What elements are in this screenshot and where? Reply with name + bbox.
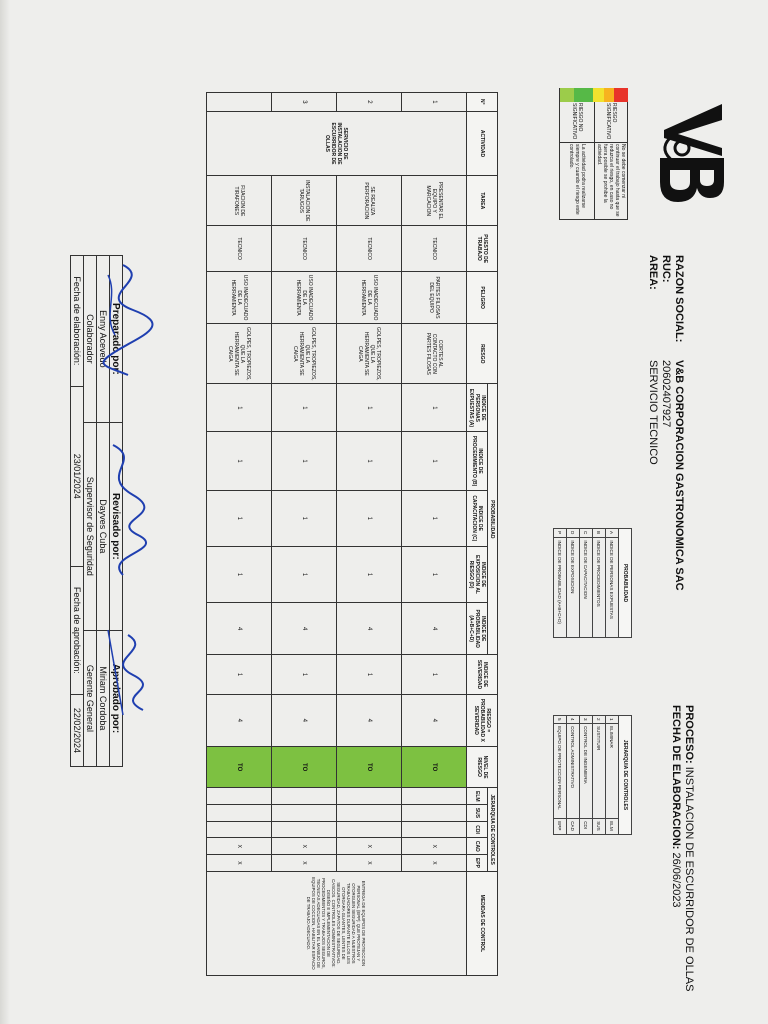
col-cad: CAD — [467, 838, 488, 855]
hier-abbr: CDI — [580, 819, 593, 835]
puesto-cell: TECNICO — [402, 226, 467, 272]
hier-label: EQUIPO DE PROTECCION PERSONAL — [554, 724, 567, 819]
col-nivel: NIVEL DE RIESGO — [467, 746, 498, 788]
elm-cell — [402, 788, 467, 805]
hierarchy-row — [593, 716, 606, 835]
razon-label: RAZON SOCIAL: — [673, 255, 685, 343]
rps-cell: 4 — [272, 694, 337, 746]
hier-label: CONTROL ADMINISTRATIVO — [567, 724, 580, 819]
sus-cell — [272, 805, 337, 822]
controls-hierarchy-table — [553, 715, 632, 835]
id-cell: 1 — [402, 546, 467, 602]
is-cell: 1 — [337, 655, 402, 695]
hier-label: ELIMINAR — [606, 724, 619, 819]
probability-table — [553, 528, 632, 638]
col-probabilidad: PROBABILIDAD — [488, 384, 498, 655]
puesto-cell: TECNICO — [207, 226, 272, 272]
hier-label: SUSTITUIR — [593, 724, 606, 819]
col-actividad: ACTIVIDAD — [467, 111, 498, 176]
rps-cell: 4 — [207, 694, 272, 746]
prob-key: D — [567, 529, 580, 538]
fecha-elab-label: Fecha de elaboración: — [71, 256, 84, 387]
ip-cell: 4 — [402, 603, 467, 655]
ruc-value: 20602407927 — [660, 360, 672, 428]
hier-abbr: CAD — [567, 819, 580, 835]
ip-cell: 4 — [337, 603, 402, 655]
revisado-role: Supervisor de Seguridad — [84, 422, 97, 630]
row-number: 1 — [402, 93, 467, 112]
ip-cell: 4 — [272, 603, 337, 655]
hierarchy-row — [606, 716, 619, 835]
legend-label: RIESGO SIGNIFICATIVO — [595, 102, 628, 143]
col-id: INDICE DE EXPOSICION AL RIESGO (D) — [467, 546, 488, 602]
cdi-cell — [207, 821, 272, 838]
ia-cell: 1 — [207, 384, 272, 432]
riesgo-cell: GOLPES, TROPIEZOS, QUE LA HERRAMIENTA SE CAIGA — [207, 324, 272, 384]
peligro-cell: USO INADECUADO DE LA HERRAMIENTA — [272, 272, 337, 324]
col-riesgo-calc: RIESGO = PROBABILIDAD X SEVERIDAD — [467, 694, 498, 746]
hier-label: CONTROL DE INGENIERIA — [580, 724, 593, 819]
is-cell: 1 — [272, 655, 337, 695]
nivel-cell: TO — [207, 746, 272, 788]
legend-label: RIESGO NO SIGNIFICATIVO — [560, 102, 595, 143]
risk-matrix-table — [206, 92, 498, 976]
hierarchy-row — [567, 716, 580, 835]
table-row — [207, 93, 272, 976]
nivel-cell: TO — [272, 746, 337, 788]
hierarchy-title: JERARQUIA DE CONTROLES — [619, 716, 632, 835]
aprobado-label: Aprobado por: — [110, 630, 123, 766]
riesgo-cell: GOLPES, TROPIEZOS, QUE LA HERRAMIENTA SE CAIGA — [337, 324, 402, 384]
hier-num: 1 — [606, 716, 619, 724]
is-cell: 1 — [207, 655, 272, 695]
col-epp: EPP — [467, 855, 488, 872]
preparado-role: Colaborador — [84, 256, 97, 423]
sus-cell — [402, 805, 467, 822]
fecha-aprob-label: Fecha de aprobación: — [71, 566, 84, 694]
actividad-cell: SERVICIO DE INSTALACION DE ESCURRIDOR DE OLLAS — [207, 111, 467, 176]
proceso-value: INSTALACION DE ESCURRIDOR DE OLLAS — [683, 766, 695, 992]
ic-cell: 1 — [402, 490, 467, 546]
puesto-cell: TECNICO — [272, 226, 337, 272]
probability-row — [593, 529, 606, 638]
col-jerarquia: JERARQUIA DE CONTROLES — [488, 788, 498, 871]
hierarchy-row — [580, 716, 593, 835]
rps-cell: 4 — [402, 694, 467, 746]
ia-cell: 1 — [402, 384, 467, 432]
ic-cell: 1 — [207, 490, 272, 546]
medidas-cell: ENTREGA DE EQUIPOS DE PROTECCION PERSONAL (EPP): QUE PROTEJAN Y OTORGUEN SEGURIDAD A NUESTROS TRABAJADORES DURANTE ELLOS LES OTORGARA GUANTES, LENTES DE SEGURIDAD, ZAPATOS DE SEGURIDAD. CASCOS. CONTROLES ADMINISTRATIVOS: DISEÑO E IMPLEMENTACION DE PROCEDIMIENTOS Y TRABAJOS SEGUROS, TECNICAS ADECUADAS EN EL MANEJO DE EQUIPOS DE COCCION, HABILITAR ESPACIO DE TRABAJO ADECUADO. — [207, 871, 467, 975]
col-sus: SUS — [467, 805, 488, 822]
tarea-cell: PRESENTAR EL EQUIPO Y MARCACION — [402, 176, 467, 226]
cad-cell: X — [402, 838, 467, 855]
legend-color-strip — [560, 88, 628, 102]
id-cell: 1 — [337, 546, 402, 602]
prob-label: INDICE DE CAPACITACION — [580, 538, 593, 638]
tarea-cell: SE REALIZA PERFORACION — [337, 176, 402, 226]
epp-cell: X — [272, 855, 337, 872]
probability-row — [580, 529, 593, 638]
ic-cell: 1 — [272, 490, 337, 546]
ia-cell: 1 — [272, 384, 337, 432]
area-label: AREA: — [647, 255, 659, 290]
fecha-aprob-value: 22/02/2024 — [71, 694, 84, 766]
row-number: 3 — [272, 93, 337, 112]
col-ic: INDICE DE CAPACITACION (C) — [467, 490, 488, 546]
riesgo-cell: GOLPES, TROPIEZOS, QUE LA HERRAMIENTA SE CAIGA — [272, 324, 337, 384]
revisado-label: Revisado por: — [110, 422, 123, 630]
epp-cell: X — [207, 855, 272, 872]
razon-value: V&B CORPORACION GASTRONOMICA SAC — [673, 360, 685, 591]
col-peligro: PELIGRO — [467, 272, 498, 324]
riesgo-cell: CORTES AL CONTACTO CON PARTES FILOSAS — [402, 324, 467, 384]
probability-row — [606, 529, 619, 638]
prob-key: C — [580, 529, 593, 538]
col-elm: ELM — [467, 788, 488, 805]
peligro-cell: PARTES FILOSAS DEL EQUIPO — [402, 272, 467, 324]
id-cell: 1 — [207, 546, 272, 602]
puesto-cell: TECNICO — [337, 226, 402, 272]
process-info — [669, 705, 695, 991]
legend-desc: La actividad podra realizarse siempre y cuando el riesgo este controlado. — [560, 143, 595, 220]
cad-cell: X — [272, 838, 337, 855]
is-cell: 1 — [402, 655, 467, 695]
tarea-cell: INSTALACION DE TARUGOS — [272, 176, 337, 226]
nivel-cell: TO — [402, 746, 467, 788]
proceso-label: PROCESO: — [683, 705, 695, 764]
ic-cell: 1 — [337, 490, 402, 546]
col-ib: INDICE DE PROCEDIMIENTO (B) — [467, 432, 488, 490]
revisado-name: Dayves Cuba — [97, 422, 110, 630]
elm-cell — [207, 788, 272, 805]
elm-cell — [337, 788, 402, 805]
rps-cell: 4 — [337, 694, 402, 746]
hier-abbr: ELM — [606, 819, 619, 835]
fecha-elab-value: 23/01/2024 — [71, 386, 84, 566]
col-tarea: TAREA — [467, 176, 498, 226]
ip-cell: 4 — [207, 603, 272, 655]
row-number: 2 — [337, 93, 402, 112]
table-row — [402, 93, 467, 976]
hier-abbr: SUS — [593, 819, 606, 835]
sus-cell — [207, 805, 272, 822]
row-number — [207, 93, 272, 112]
area-value: SERVICIO TECNICO — [647, 360, 659, 465]
sus-cell — [337, 805, 402, 822]
legend-desc: No se debe comenzar ni continuar el trabajo hasta que se reduzca el riesgo, en caso no fuera posible se prohibe la actividad. — [595, 143, 628, 220]
epp-cell: X — [337, 855, 402, 872]
elm-cell — [272, 788, 337, 805]
col-ia: INDICE DE PERSONAS EXPUESTAS (A) — [467, 384, 488, 432]
aprobado-role: Gerente General — [84, 630, 97, 766]
peligro-cell: USO INADECUADO DE LA HERRAMIENTA — [337, 272, 402, 324]
hier-num: 4 — [567, 716, 580, 724]
col-n: N° — [467, 93, 498, 112]
preparado-label: Preparado por: — [110, 256, 123, 423]
probability-row — [554, 529, 567, 638]
peligro-cell: USO INADECUADO DE LA HERRAMIENTA — [207, 272, 272, 324]
prob-label: INDICE DE PROBABILIDAD (A+B+C+D) — [554, 538, 567, 638]
cdi-cell — [402, 821, 467, 838]
nivel-cell: TO — [337, 746, 402, 788]
signature-table — [70, 255, 123, 767]
probability-title: PROBABILIDAD — [619, 529, 632, 638]
prob-key: P — [554, 529, 567, 538]
preparado-name: Enny Acevedo — [97, 256, 110, 423]
col-ip: INDICE DE PROBABILIDAD (A+B+C+D) — [467, 603, 488, 655]
prob-label: INDICE DE EXPOSICION — [567, 538, 580, 638]
cad-cell: X — [207, 838, 272, 855]
ruc-label: RUC: — [660, 255, 672, 283]
hier-num: 2 — [593, 716, 606, 724]
vb-logo — [650, 98, 730, 210]
epp-cell: X — [402, 855, 467, 872]
table-row — [337, 93, 402, 976]
prob-label: INDICE DE PERSONAS EXPUESTAS — [606, 538, 619, 638]
col-cdi: CDI — [467, 821, 488, 838]
ib-cell: 1 — [272, 432, 337, 490]
ib-cell: 1 — [207, 432, 272, 490]
cad-cell: X — [337, 838, 402, 855]
risk-legend — [559, 88, 628, 220]
cdi-cell — [272, 821, 337, 838]
tarea-cell: FIJACION DE TIRAFONES — [207, 176, 272, 226]
table-row — [272, 93, 337, 976]
prob-key: A — [606, 529, 619, 538]
prob-label: INDICE DE PROCEDIMIENTOS — [593, 538, 606, 638]
hierarchy-row — [554, 716, 567, 835]
fecha-label: FECHA DE ELABORACION: — [670, 705, 682, 850]
ia-cell: 1 — [337, 384, 402, 432]
fecha-value: 26/06/2023 — [670, 852, 682, 908]
col-severidad: INDICE DE SEVERIDAD — [467, 655, 498, 695]
cdi-cell — [337, 821, 402, 838]
hier-num: 5 — [554, 716, 567, 724]
company-info — [646, 255, 685, 591]
hier-num: 3 — [580, 716, 593, 724]
col-puesto: PUESTO DE TRABAJO — [467, 226, 498, 272]
hier-abbr: EPP — [554, 819, 567, 835]
col-medidas: MEDIDAS DE CONTROL — [467, 871, 498, 975]
ib-cell: 1 — [402, 432, 467, 490]
col-riesgo: RIESGO — [467, 324, 498, 384]
id-cell: 1 — [272, 546, 337, 602]
aprobado-name: Miriam Cordoba — [97, 630, 110, 766]
probability-row — [567, 529, 580, 638]
prob-key: B — [593, 529, 606, 538]
ib-cell: 1 — [337, 432, 402, 490]
